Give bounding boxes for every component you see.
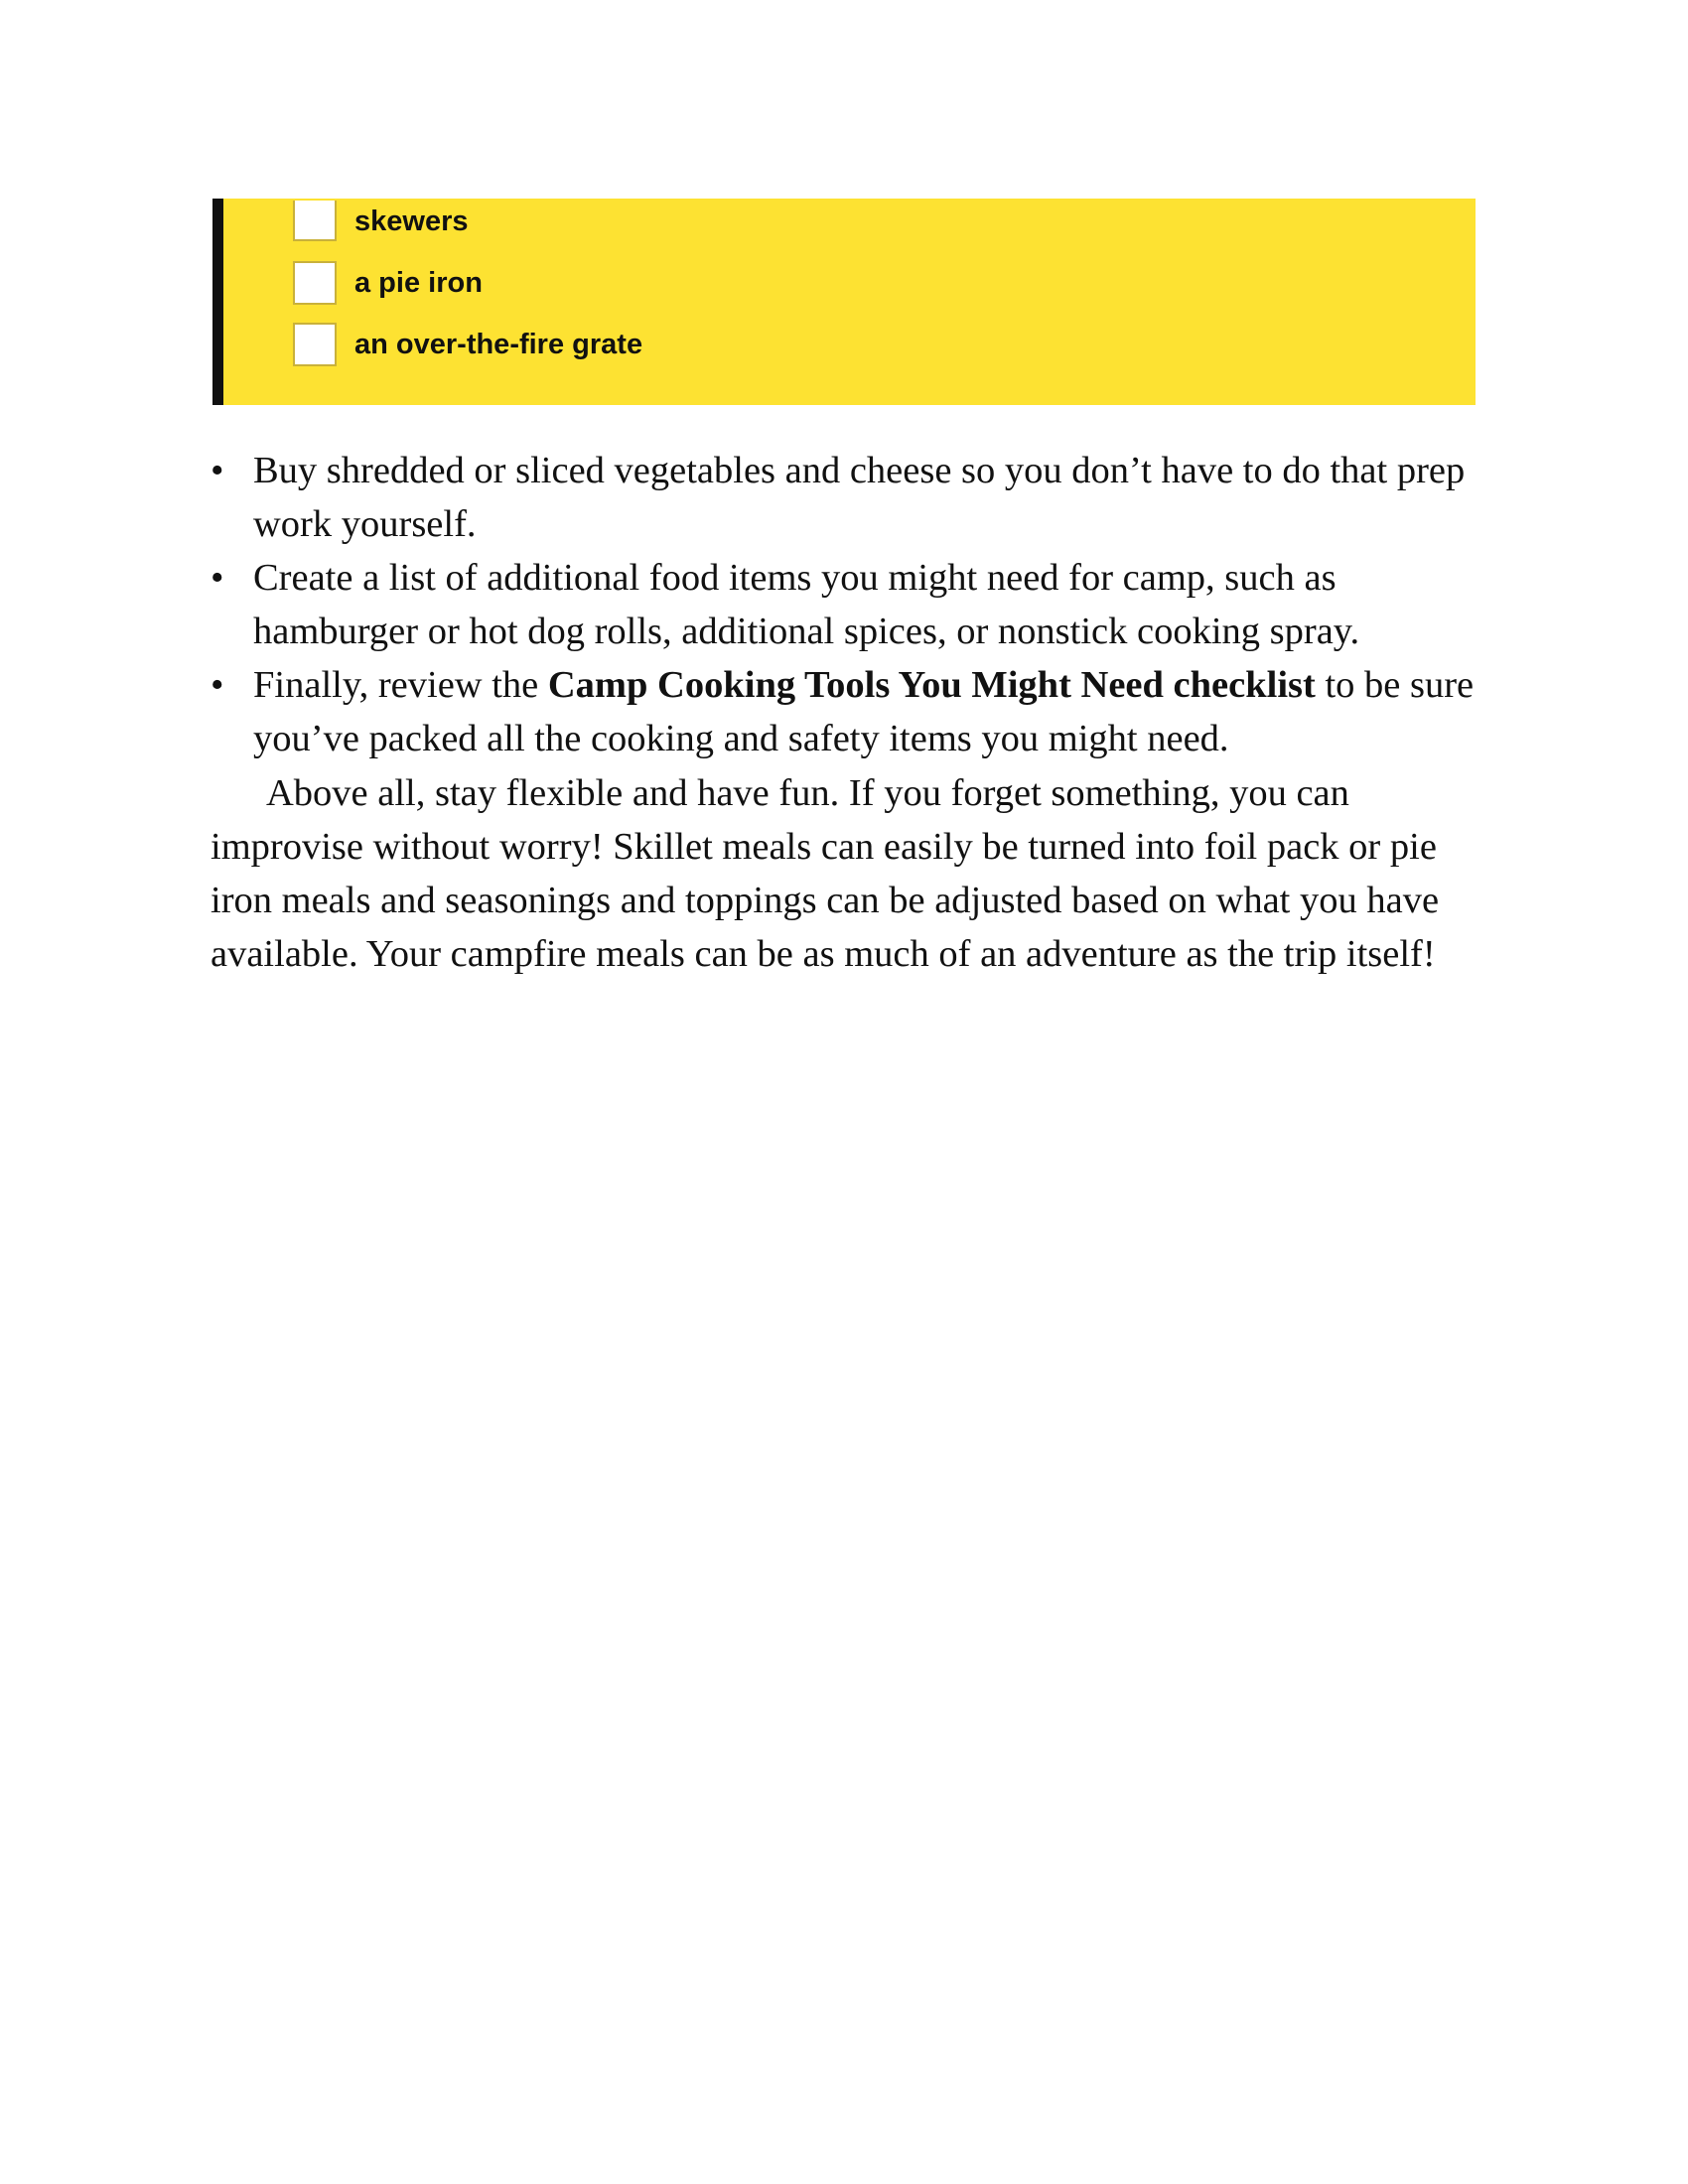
checklist-label: a pie iron	[354, 267, 483, 299]
tip-text-before: Finally, review the	[253, 664, 548, 706]
checklist-item-grate[interactable]	[293, 322, 642, 367]
checkbox-skewers[interactable]	[293, 201, 337, 241]
list-item	[211, 444, 1491, 551]
checklist-item-pie-iron[interactable]	[293, 260, 483, 306]
tip-text: Buy shredded or sliced vegetables and cheese so you don’t have to do that prep work yourself.	[253, 450, 1466, 545]
bullet-icon: •	[211, 557, 224, 599]
tips-list	[211, 444, 1491, 765]
checklist-reference: Camp Cooking Tools You Might Need checklist	[547, 664, 1316, 706]
checklist-box	[212, 199, 1476, 405]
bullet-icon: •	[211, 664, 224, 706]
list-item	[211, 551, 1491, 658]
checkbox-pie-iron[interactable]	[293, 261, 337, 305]
bullet-icon: •	[211, 450, 224, 491]
checklist-label: skewers	[354, 205, 469, 237]
list-item	[211, 658, 1491, 765]
tip-text-after: to be sure you’ve packed all the cooking and safety items you might need.	[253, 664, 1475, 759]
checklist-item-skewers[interactable]	[293, 199, 469, 241]
checkbox-grate[interactable]	[293, 323, 337, 366]
checklist-label: an over-the-fire grate	[354, 329, 643, 360]
closing-paragraph: Above all, stay flexible and have fun. If you forget something, you can improvise without worry! Skillet meals can easily be turned into foil pack or pie iron meals and seasonings and toppings can be adjusted based on what you have available. Your campfire meals can be as much of an adventure as the trip itself!	[211, 772, 1440, 975]
tip-text: Create a list of additional food items you might need for camp, such as hamburger or hot dog rolls, additional spices, or nonstick cooking spray.	[253, 557, 1360, 652]
